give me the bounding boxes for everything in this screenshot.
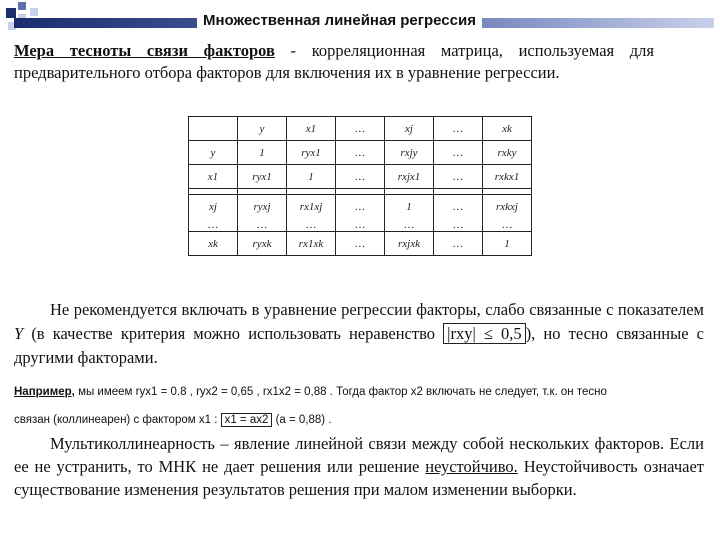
matrix-cell: … <box>336 141 385 165</box>
matrix-cell: ryxk <box>238 232 287 256</box>
matrix-cell: … <box>336 195 385 219</box>
recommendation-text-1: Не рекомендуется включать в уравнение регрессии факторы, слабо связанные с показателем <box>50 300 704 319</box>
matrix-cell <box>189 117 238 141</box>
example-condition: (a = 0,88) . <box>272 414 332 426</box>
matrix-cell: rxjy <box>385 141 434 165</box>
recommendation-text-2: (в качестве критерия можно использовать неравенство <box>23 324 444 343</box>
matrix-cell: … <box>434 141 483 165</box>
example-text-2: Тогда фактор x2 включать не следует, т.к. он тесно <box>332 386 607 398</box>
matrix-row <box>189 232 532 256</box>
matrix-cell: … <box>385 218 434 232</box>
multicollinearity-text-2: Неустойчивость означает существование изменения результатов решения при малом изменении выборки. <box>14 457 704 499</box>
corner-square-mid <box>18 2 26 10</box>
matrix-row <box>189 165 532 189</box>
unstable-term: неустойчиво. <box>425 457 518 476</box>
matrix-cell: rx1xk <box>287 232 336 256</box>
matrix-cell: … <box>434 165 483 189</box>
matrix-row <box>189 141 532 165</box>
matrix-cell: … <box>336 232 385 256</box>
example-label: Например, <box>14 386 75 398</box>
matrix-cell: xk <box>189 232 238 256</box>
recommendation-paragraph <box>14 298 704 370</box>
multicollinearity-paragraph <box>14 432 704 501</box>
matrix-cell: 1 <box>238 141 287 165</box>
matrix-cell: xk <box>483 117 532 141</box>
matrix-cell: xj <box>189 195 238 219</box>
intro-term: Мера тесноты связи факторов <box>14 41 275 60</box>
matrix-row <box>189 195 532 219</box>
matrix-cell: 1 <box>287 165 336 189</box>
collinearity-formula: x1 = ax2 <box>221 413 273 427</box>
example-text-3: связан (коллинеарен) с фактором x1 : <box>14 414 221 426</box>
matrix-cell: … <box>434 117 483 141</box>
matrix-cell: … <box>434 232 483 256</box>
matrix-cell: … <box>189 218 238 232</box>
matrix-cell: rxkx1 <box>483 165 532 189</box>
example-paragraph <box>14 378 714 434</box>
matrix-cell: … <box>434 218 483 232</box>
title-bar <box>14 10 714 32</box>
intro-paragraph <box>14 40 654 84</box>
matrix-cell: … <box>336 117 385 141</box>
matrix-cell: y <box>189 141 238 165</box>
matrix-cell: x1 <box>189 165 238 189</box>
multicollinearity-text-1: Мультиколлинеарность – явление линейной связи между собой нескольких факторов. Если ее не устранить, то МНК не дает решения или решение <box>14 434 704 476</box>
matrix-cell: … <box>336 218 385 232</box>
slide-title: Множественная линейная регрессия <box>197 10 482 32</box>
matrix-cell: … <box>287 218 336 232</box>
matrix-cell: 1 <box>385 195 434 219</box>
matrix-cell: … <box>238 218 287 232</box>
example-values: ryx1 = 0.8 , ryx2 = 0,65 , rx1x2 = 0,88 . <box>135 386 333 398</box>
matrix-cell: … <box>483 218 532 232</box>
matrix-cell: ryxj <box>238 195 287 219</box>
matrix-cell: rxjxk <box>385 232 434 256</box>
intro-text: - корреляционная матрица, используемая для предварительного отбора факторов для включения их в уравнение регрессии. <box>14 41 655 82</box>
matrix-row <box>189 218 532 232</box>
matrix-cell: y <box>238 117 287 141</box>
matrix-cell: … <box>336 165 385 189</box>
matrix-cell: rxjx1 <box>385 165 434 189</box>
matrix-cell: ryx1 <box>238 165 287 189</box>
recommendation-text-3: ), но тесно связанные с другими факторами. <box>14 324 704 367</box>
matrix-cell: x1 <box>287 117 336 141</box>
matrix-cell: xj <box>385 117 434 141</box>
matrix-header-row <box>189 117 532 141</box>
matrix-cell: … <box>434 195 483 219</box>
inequality-formula: |rxy| ≤ 0,5 <box>443 323 526 344</box>
matrix-cell: 1 <box>483 232 532 256</box>
example-text-1: мы имеем <box>74 386 136 398</box>
matrix-cell: rxkxj <box>483 195 532 219</box>
matrix-cell: ryx1 <box>287 141 336 165</box>
matrix-cell: rx1xj <box>287 195 336 219</box>
correlation-matrix <box>188 116 532 256</box>
variable-y: Y <box>14 324 24 343</box>
matrix-cell: rxky <box>483 141 532 165</box>
